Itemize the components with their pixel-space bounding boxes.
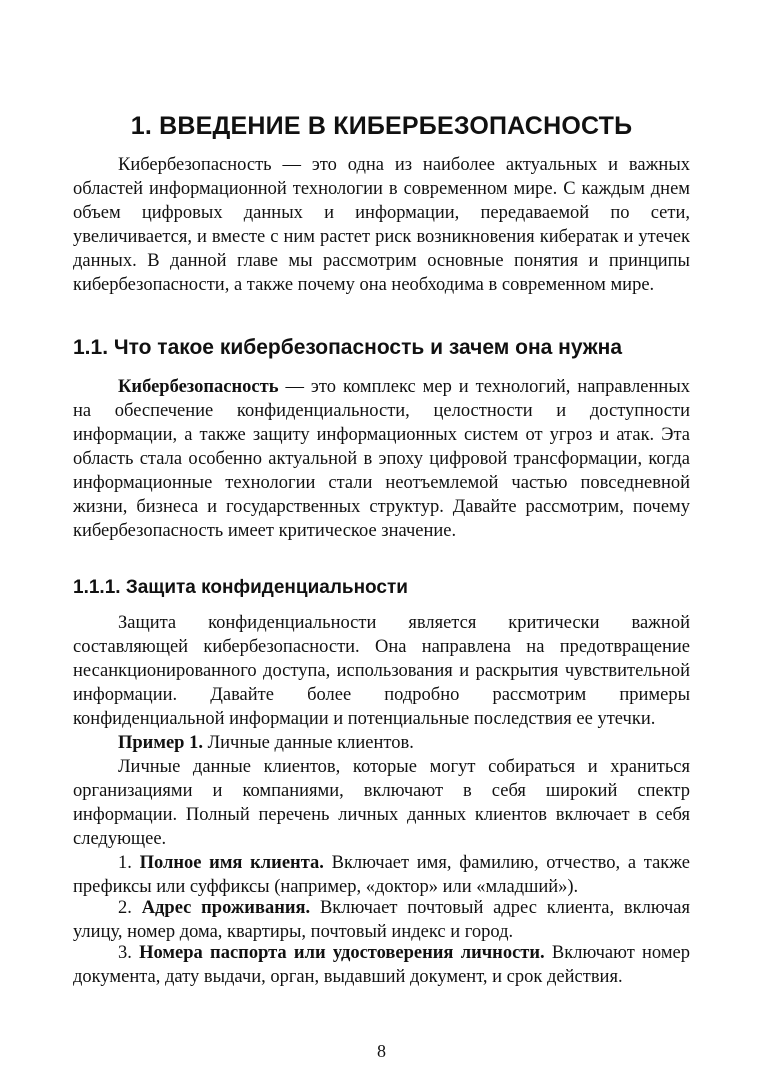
page-number: 8 [377, 1041, 386, 1061]
list-item-term: Адрес проживания. [141, 898, 311, 918]
list-item-text: Включает имя, фамилию, отчество, а также префиксы или суффиксы (например, «доктор» или «младший»). [73, 853, 691, 897]
list-item-number: 1. [118, 853, 140, 873]
clients-paragraph: Личные данные клиентов, которые могут собираться и храниться организациями и компаниями, включают в себя широкий спектр информации. Полный перечень личных данных клиентов включает в себя следующее. [73, 757, 690, 849]
list-item-text: Включают номер документа, дату выдачи, орган, выдавший документ, и срок действия. [73, 943, 690, 987]
list-item-number: 2. [118, 898, 142, 918]
list-item-number: 3. [118, 943, 140, 963]
confidentiality-paragraph: Защита конфиденциальности является критически важной составляющей кибербезопасности. Она направлена на предотвращение несанкционированного доступа, использования и раскрытия чувствительной информации. Давайте более подробно рассмотрим примеры конфиденциальной информации и потенциальные последствия ее утечки. [73, 613, 690, 729]
definition-paragraph [73, 375, 690, 543]
list-item [73, 941, 690, 989]
section-heading: 1.1. Что такое кибербезопасность и зачем она нужна [73, 336, 623, 359]
intro-paragraph: Кибербезопасность — это одна из наиболее актуальных и важных областей информационной технологии в современном мире. С каждым днем объем цифровых данных и информации, передаваемой по сети, увеличивается, и вместе с ним растет риск возникновения кибератак и утечек данных. В данной главе мы рассмотрим основные понятия и принципы кибербезопасности, а также почему она необходима в современном мире. [73, 155, 690, 295]
example-text: Личные данные клиентов. [202, 733, 414, 753]
chapter-heading: 1. ВВЕДЕНИЕ В КИБЕРБЕЗОПАСНОСТЬ [130, 112, 633, 140]
subsection-heading: 1.1.1. Защита конфиденциальности [73, 577, 408, 598]
list-item-term: Полное имя клиента. [139, 853, 324, 873]
definition-text: — это комплекс мер и технологий, направленных на обеспечение конфиденциальности, целостности и доступности информации, а также защиту информационных систем от угроз и атак. Эта область стала особенно актуальной в эпоху цифровой трансформации, когда информационные технологии стали неотъемлемой частью повседневной жизни, бизнеса и государственных структур. Давайте рассмотрим, почему кибербезопасность имеет критическое значение. [73, 377, 690, 541]
definition-term: Кибербезопасность [118, 377, 279, 397]
example-label: Пример 1. [118, 733, 203, 753]
list-item [73, 896, 690, 944]
list-item-term: Номера паспорта или удостоверения личности. [139, 943, 545, 963]
example-paragraph [73, 731, 690, 755]
list-item-text: Включает почтовый адрес клиента, включая улицу, номер дома, квартиры, почтовый индекс и город. [73, 898, 691, 942]
list-item [73, 851, 690, 899]
